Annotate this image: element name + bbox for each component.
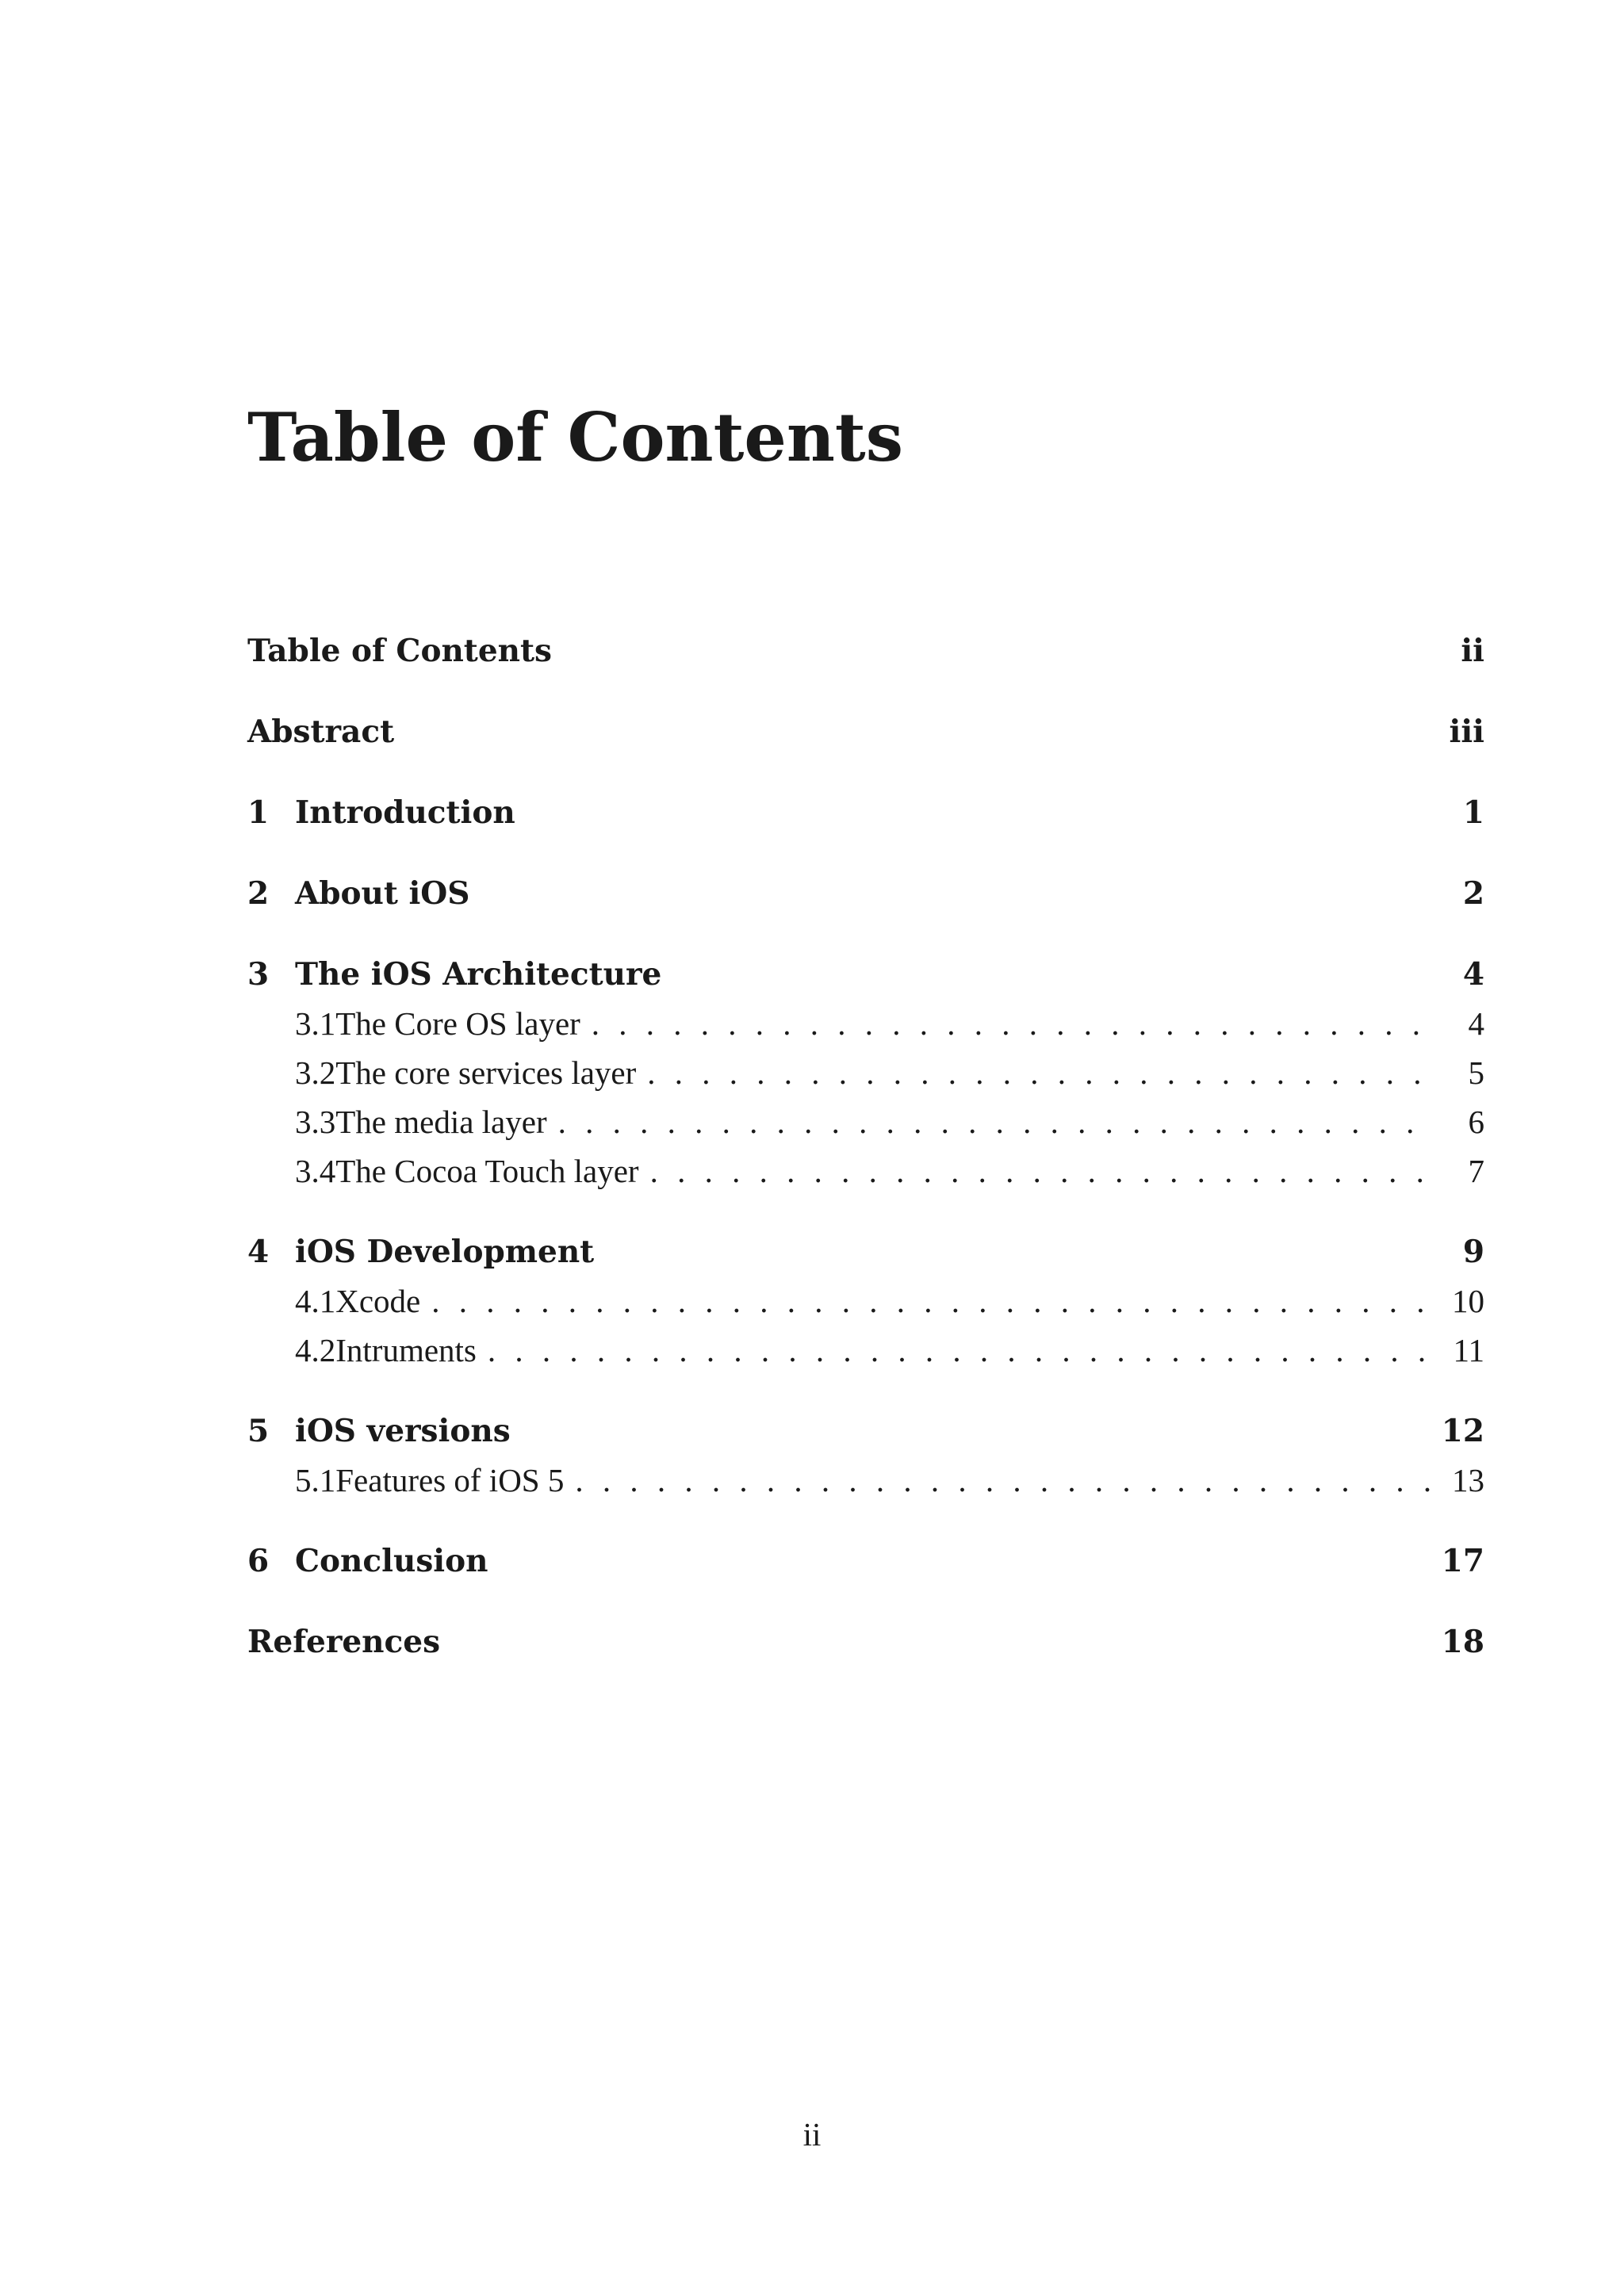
toc-chapter-2[interactable]	[247, 869, 1484, 918]
section-number: 3.2	[295, 1054, 336, 1091]
section-title: The media layer	[335, 1104, 547, 1140]
chapter-page: 12	[1441, 1413, 1484, 1449]
toc-chapter-1[interactable]	[247, 788, 1484, 837]
dot-leader	[647, 1048, 1431, 1097]
toc-entry-references[interactable]	[247, 1617, 1484, 1667]
section-number: 3.4	[295, 1153, 336, 1189]
section-page: 6	[1468, 1104, 1484, 1140]
chapter-page: 2	[1462, 875, 1484, 912]
toc-section-5-1[interactable]	[247, 1456, 1484, 1505]
section-page: 13	[1452, 1462, 1484, 1498]
section-number: 5.1	[295, 1462, 336, 1498]
page-title: Table of Contents	[247, 398, 903, 476]
section-title: Xcode	[335, 1283, 421, 1319]
section-page: 5	[1468, 1054, 1484, 1091]
chapter-number: 1	[247, 794, 270, 831]
toc-chapter-3[interactable]	[247, 950, 1484, 999]
toc-section-3-3[interactable]	[247, 1097, 1484, 1146]
dot-leader	[592, 999, 1431, 1048]
chapter-number: 2	[247, 875, 270, 912]
page-number-footer: ii	[802, 2116, 822, 2152]
chapter-number: 4	[247, 1234, 270, 1270]
section-title: Intruments	[335, 1332, 477, 1368]
dot-leader	[431, 1276, 1430, 1326]
section-page: 4	[1468, 1005, 1484, 1042]
section-title: Features of iOS 5	[335, 1462, 565, 1498]
dot-leader	[575, 1456, 1430, 1505]
dot-leader	[650, 1146, 1431, 1196]
toc-entry-title: Abstract	[247, 714, 395, 750]
section-page: 7	[1468, 1153, 1484, 1189]
chapter-page: 4	[1462, 956, 1484, 993]
toc-section-4-1[interactable]	[247, 1276, 1484, 1326]
chapter-title: Introduction	[295, 794, 515, 831]
section-number: 4.2	[295, 1332, 336, 1368]
toc-chapter-5[interactable]	[247, 1406, 1484, 1456]
section-number: 3.1	[295, 1005, 336, 1042]
chapter-number: 3	[247, 956, 270, 993]
chapter-title: iOS versions	[295, 1413, 511, 1449]
dot-leader	[488, 1326, 1431, 1375]
chapter-title: The iOS Architecture	[295, 956, 662, 993]
dot-leader	[558, 1097, 1431, 1146]
chapter-title: Conclusion	[295, 1543, 488, 1579]
section-page: 11	[1453, 1332, 1484, 1368]
chapter-title: iOS Development	[295, 1234, 595, 1270]
toc-entry-title: References	[247, 1624, 441, 1660]
toc-section-3-4[interactable]	[247, 1146, 1484, 1196]
table-of-contents	[247, 626, 1484, 1667]
section-title: The core services layer	[335, 1054, 637, 1091]
section-page: 10	[1452, 1283, 1484, 1319]
toc-section-4-2[interactable]	[247, 1326, 1484, 1375]
toc-section-3-1[interactable]	[247, 999, 1484, 1048]
section-number: 3.3	[295, 1104, 336, 1140]
chapter-number: 6	[247, 1543, 270, 1579]
toc-chapter-4[interactable]	[247, 1227, 1484, 1276]
section-title: The Cocoa Touch layer	[335, 1153, 639, 1189]
chapter-page: 17	[1441, 1543, 1484, 1579]
toc-entry-title: Table of Contents	[247, 633, 552, 669]
chapter-page: 1	[1462, 794, 1484, 831]
toc-section-3-2[interactable]	[247, 1048, 1484, 1097]
chapter-number: 5	[247, 1413, 270, 1449]
chapter-page: 9	[1462, 1234, 1484, 1270]
section-title: The Core OS layer	[335, 1005, 580, 1042]
toc-entry-page: 18	[1441, 1624, 1484, 1660]
section-number: 4.1	[295, 1283, 336, 1319]
toc-entry-abstract[interactable]	[247, 707, 1484, 756]
chapter-title: About iOS	[295, 875, 470, 912]
toc-chapter-6[interactable]	[247, 1536, 1484, 1586]
toc-entry-page: iii	[1449, 714, 1484, 750]
toc-entry-table-of-contents[interactable]	[247, 626, 1484, 675]
toc-entry-page: ii	[1461, 633, 1484, 669]
